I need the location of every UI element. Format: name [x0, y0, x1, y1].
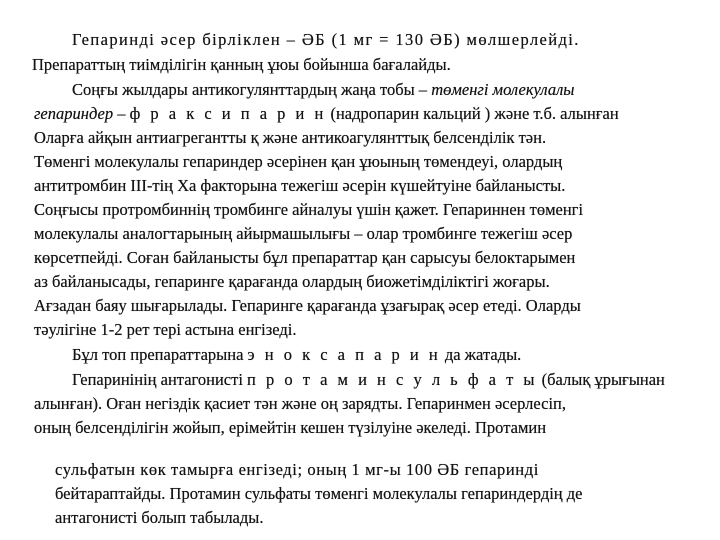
text-line: Гепаринді әсер бірліклен – ӘБ (1 мг = 130 ӘБ) мөлшерлейді. — [72, 30, 580, 49]
text-line: бейтараптайды. Протамин сульфаты төменгі молекулалы гепариндердің де — [55, 484, 583, 503]
text-line: Соңғысы протромбиннің тромбинге айналуы үшін қажет. Гепариннен төменгі — [34, 200, 584, 219]
text-line: гепариндер – ф р а к с и п а р и н (надропарин кальций ) және т.б. алынған — [34, 104, 619, 123]
text-line: Бұл топ препараттарына э н о к с а п а р и н да жатады. — [72, 345, 522, 364]
text-line: Ағзадан баяу шығарылады. Гепаринге қарағанда ұзағырақ әсер етеді. Оларды — [34, 296, 581, 315]
text-line: молекулалы аналогтарының айырмашылығы – олар тромбинге тежегіш әсер — [34, 224, 573, 243]
text-line: Төменгі молекулалы гепариндер әсерінен қан ұюының төмендеуі, олардың — [34, 152, 563, 171]
text-line: тәулігіне 1-2 рет тері астына енгізеді. — [34, 320, 297, 339]
text-line: Препараттың тиімділігін қанның ұюы бойынша бағалайды. — [32, 55, 451, 74]
text-line: Гепаринінің антагонисті п р о т а м и н с у л ь ф а т ы (балық ұрығынан — [72, 370, 665, 389]
text-line: көрсетпейді. Соған байланысты бұл препараттар қан сарысуы белоктарымен — [34, 248, 576, 267]
text-line: Соңғы жылдары антикогулянттардың жаңа тобы – төменгі молекулалы — [72, 80, 575, 99]
text-line: алынған). Оған негіздік қасиет тән және оң зарядты. Гепаринмен әсерлесіп, — [34, 394, 566, 413]
text-line: антитромбин III-тің Ха факторына тежегіш әсерін күшейтуіне байланысты. — [34, 176, 566, 195]
text-line: Оларға айқын антиагрегантты қ және антикоагулянттық белсенділік тән. — [34, 128, 547, 147]
text-line: сульфатын көк тамырға енгізеді; оның 1 мг-ы 100 ӘБ гепаринді — [55, 460, 539, 479]
text-line: оның белсенділігін жойып, ерімейтін кешен түзілуіне әкеледі. Протамин — [34, 418, 547, 437]
text-line: аз байланысады, гепаринге қарағанда олардың биожетімділіктігі жоғары. — [34, 272, 550, 291]
text-line: антагонисті болып табылады. — [55, 508, 264, 527]
